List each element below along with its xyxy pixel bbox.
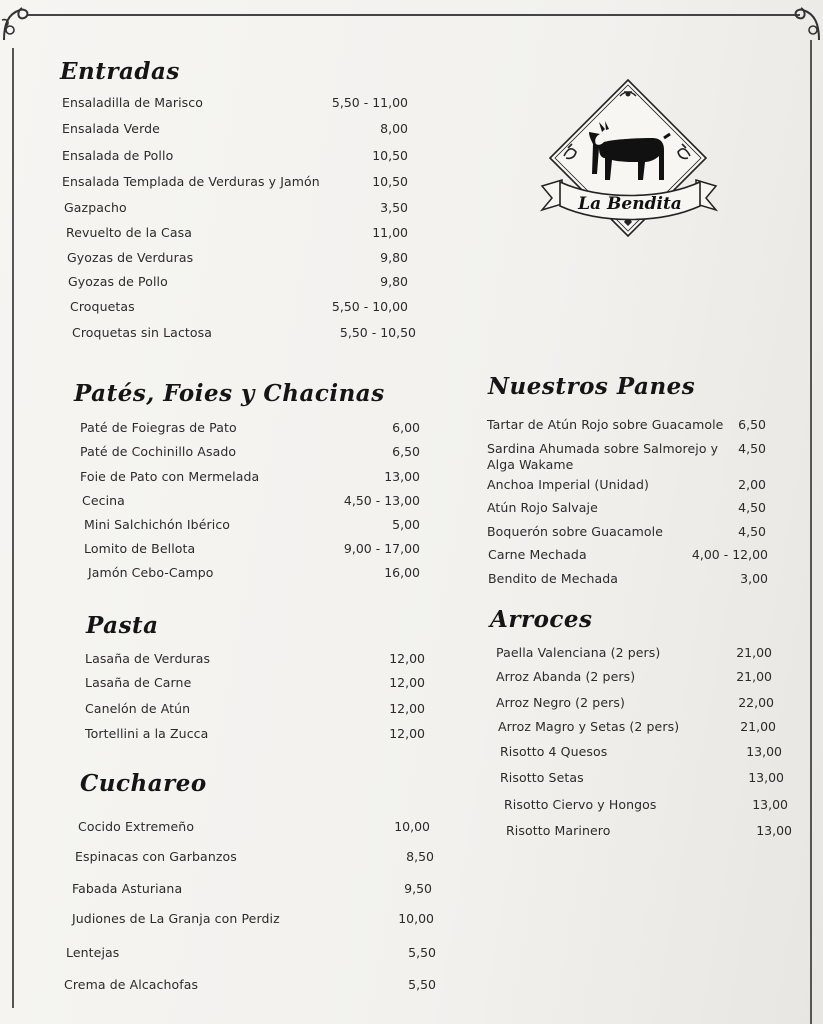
- menu-item-name: Gazpacho: [64, 200, 127, 215]
- menu-item-price: 5,50: [408, 945, 436, 960]
- menu-item-price: 3,00: [740, 571, 768, 586]
- menu-item-name: Ensalada Templada de Verduras y Jamón: [62, 174, 320, 189]
- menu-item-price: 22,00: [738, 695, 774, 710]
- menu-item-name: Atún Rojo Salvaje: [487, 500, 598, 515]
- la-bendita-logo: [540, 76, 720, 241]
- menu-item-name: Ensalada de Pollo: [62, 148, 174, 163]
- menu-item-name: Canelón de Atún: [85, 701, 191, 716]
- menu-item-name: Crema de Alcachofas: [64, 977, 199, 992]
- menu-item-name: Risotto Ciervo y Hongos: [504, 797, 657, 812]
- menu-item-name-line2: Alga Wakame: [487, 457, 574, 472]
- ornament-corner-right-icon: [793, 0, 823, 44]
- menu-item-name: Sardina Ahumada sobre Salmorejo y: [487, 441, 719, 456]
- menu-item-price: 9,80: [380, 274, 408, 289]
- menu-item-price: 12,00: [389, 651, 425, 666]
- menu-item-name: Tartar de Atún Rojo sobre Guacamole: [487, 417, 724, 432]
- menu-item-name: Espinacas con Garbanzos: [75, 849, 237, 864]
- menu-item-name: Anchoa Imperial (Unidad): [487, 477, 649, 492]
- menu-item-name: Risotto Marinero: [506, 823, 611, 838]
- frame-left-border: [12, 48, 14, 1008]
- menu-item-price: 13,00: [384, 469, 420, 484]
- menu-item-name: Lasaña de Verduras: [85, 651, 211, 666]
- menu-item-name: Arroz Abanda (2 pers): [496, 669, 636, 684]
- menu-item-price: 4,50 - 13,00: [343, 493, 420, 508]
- menu-item-price: 5,50: [408, 977, 436, 992]
- menu-item-price: 4,00 - 12,00: [691, 547, 768, 562]
- section-title: Patés, Foies y Chacinas: [74, 380, 385, 407]
- menu-item-name: Jamón Cebo-Campo: [88, 565, 214, 580]
- menu-item-price: 6,50: [392, 444, 420, 459]
- menu-item-price: 5,50 - 10,50: [339, 325, 416, 340]
- menu-item-price: 11,00: [372, 225, 408, 240]
- menu-item-price: 4,50: [738, 500, 766, 515]
- menu-item-name: Fabada Asturiana: [72, 881, 183, 896]
- frame-top-border: [28, 14, 800, 16]
- menu-item-price: 8,50: [406, 849, 434, 864]
- menu-item-name: Gyozas de Verduras: [67, 250, 194, 265]
- menu-item-name: Lasaña de Carne: [85, 675, 192, 690]
- menu-item-name: Paté de Foiegras de Pato: [80, 420, 237, 435]
- menu-item-price: 9,50: [404, 881, 432, 896]
- menu-item-name: Cocido Extremeño: [78, 819, 195, 834]
- menu-item-name: Paté de Cochinillo Asado: [80, 444, 237, 459]
- menu-item-name: Mini Salchichón Ibérico: [84, 517, 231, 532]
- menu-item-name: Judiones de La Granja con Perdiz: [72, 911, 280, 926]
- menu-item-price: 10,00: [394, 819, 430, 834]
- menu-item-name: Croquetas sin Lactosa: [72, 325, 213, 340]
- logo-name: La Bendita: [578, 194, 682, 214]
- section-title: Arroces: [490, 606, 593, 633]
- menu-item-price: 2,00: [738, 477, 766, 492]
- section-title: Nuestros Panes: [488, 373, 696, 400]
- menu-item-name: Bendito de Mechada: [488, 571, 619, 586]
- menu-item-price: 9,00 - 17,00: [343, 541, 420, 556]
- menu-item-price: 5,50 - 11,00: [331, 95, 408, 110]
- menu-item-name: Gyozas de Pollo: [68, 274, 168, 289]
- menu-item-name: Ensalada Verde: [62, 121, 160, 136]
- menu-item-price: 13,00: [746, 744, 782, 759]
- menu-item-name: Ensaladilla de Marisco: [62, 95, 203, 110]
- menu-item-name: Cecina: [82, 493, 125, 508]
- menu-item-name: Risotto 4 Quesos: [500, 744, 608, 759]
- menu-item-price: 12,00: [389, 675, 425, 690]
- menu-item-price: 12,00: [389, 726, 425, 741]
- frame-right-border: [810, 40, 812, 1024]
- menu-item-price: 10,00: [398, 911, 434, 926]
- menu-item-name: Croquetas: [70, 299, 135, 314]
- menu-item-name: Lentejas: [66, 945, 120, 960]
- menu-item-name: Carne Mechada: [488, 547, 587, 562]
- menu-item-price: 3,50: [380, 200, 408, 215]
- menu-item-price: 5,00: [392, 517, 420, 532]
- menu-item-price: 21,00: [736, 645, 772, 660]
- menu-item-price: 13,00: [752, 797, 788, 812]
- menu-item-name: Tortellini a la Zucca: [85, 726, 209, 741]
- menu-item-price: 5,50 - 10,00: [331, 299, 408, 314]
- section-title: Pasta: [86, 612, 159, 639]
- section-title: Cuchareo: [80, 770, 207, 797]
- menu-item-price: 10,50: [372, 148, 408, 163]
- menu-item-name: Arroz Negro (2 pers): [496, 695, 625, 710]
- menu-item-price: 21,00: [736, 669, 772, 684]
- menu-item-price: 12,00: [389, 701, 425, 716]
- menu-item-name: Risotto Setas: [500, 770, 584, 785]
- menu-item-name: Lomito de Bellota: [84, 541, 196, 556]
- ornament-corner-left-icon: [0, 0, 34, 44]
- menu-item-price: 4,50: [738, 524, 766, 539]
- menu-item-price: 4,50: [738, 441, 766, 456]
- menu-item-name: Boquerón sobre Guacamole: [487, 524, 663, 539]
- menu-item-price: 6,00: [392, 420, 420, 435]
- menu-item-name: Revuelto de la Casa: [66, 225, 192, 240]
- menu-item-price: 6,50: [738, 417, 766, 432]
- menu-item-price: 8,00: [380, 121, 408, 136]
- menu-item-name: Arroz Magro y Setas (2 pers): [498, 719, 680, 734]
- menu-item-price: 13,00: [756, 823, 792, 838]
- menu-item-price: 21,00: [740, 719, 776, 734]
- menu-item-price: 9,80: [380, 250, 408, 265]
- section-title: Entradas: [60, 58, 180, 85]
- menu-item-price: 16,00: [384, 565, 420, 580]
- menu-item-name: Paella Valenciana (2 pers): [496, 645, 661, 660]
- menu-item-price: 13,00: [748, 770, 784, 785]
- menu-item-price: 10,50: [372, 174, 408, 189]
- menu-item-name: Foie de Pato con Mermelada: [80, 469, 260, 484]
